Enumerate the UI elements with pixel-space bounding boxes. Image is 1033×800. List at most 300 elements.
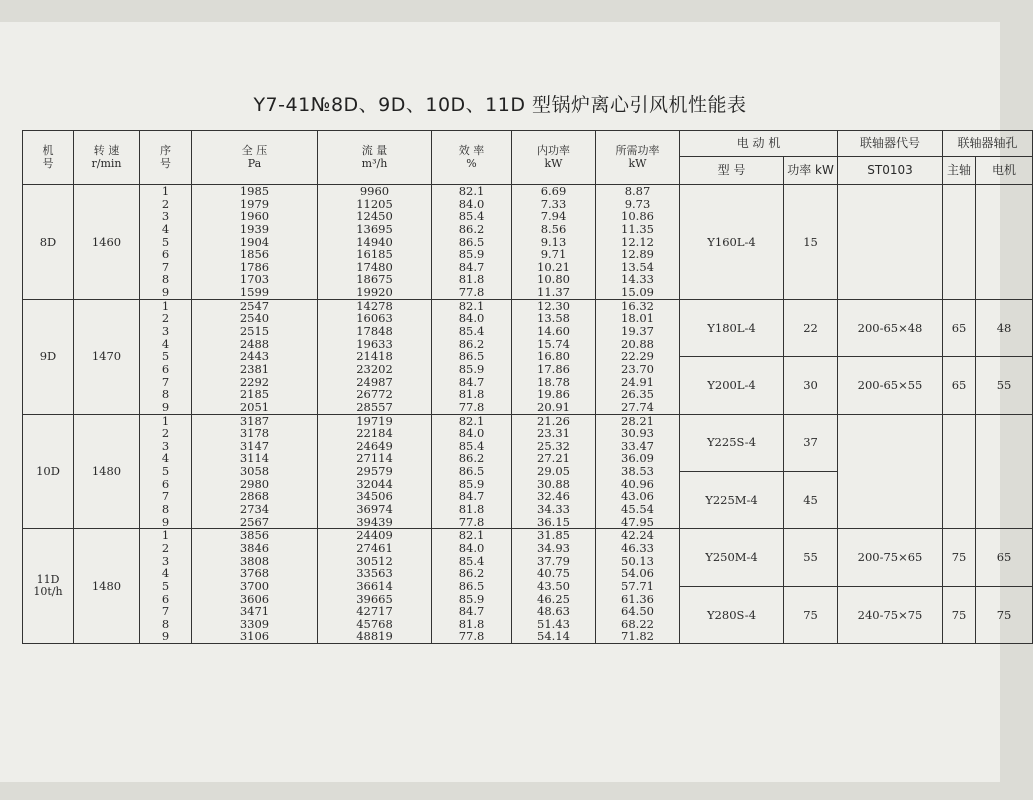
motor-model-cell: Y160L-4 <box>680 185 784 300</box>
value-line: 2185 <box>239 387 270 402</box>
value-line: 16.80 <box>537 349 570 364</box>
value-line: 26.35 <box>621 387 654 402</box>
value-line: 85.4 <box>458 438 485 453</box>
header-internal-power: 内功率 kW <box>512 131 596 185</box>
value-line: 9.71 <box>540 247 567 262</box>
value-line: 81.8 <box>458 616 485 631</box>
main-shaft-cell: 75 <box>943 529 976 586</box>
value-line: 54.14 <box>537 629 570 644</box>
motor-model-cell: Y180L-4 <box>680 299 784 356</box>
value-line: 4 <box>161 336 170 351</box>
value-line: 3058 <box>239 464 270 479</box>
header-flow: 流 量 m³/h <box>318 131 432 185</box>
seq-list <box>140 529 192 644</box>
value-line: 84.7 <box>458 489 485 504</box>
value-line: 8.87 <box>624 184 651 198</box>
header-main-shaft: 主轴 <box>943 157 976 185</box>
efficiency-list <box>432 299 512 414</box>
speed-cell: 1480 <box>74 529 140 644</box>
value-line: 40.75 <box>537 566 570 581</box>
main-shaft-cell: 65 <box>943 357 976 414</box>
value-line: 85.9 <box>458 476 485 491</box>
value-line: 34.93 <box>537 540 570 555</box>
header-speed: 转 速 r/min <box>74 131 140 185</box>
value-line: 2868 <box>239 489 270 504</box>
value-line: 20.88 <box>621 336 654 351</box>
value-line: 11205 <box>356 196 393 211</box>
value-line: 61.36 <box>621 591 654 606</box>
coupling-cell: 240-75×75 <box>838 586 943 643</box>
coupling-cell: 200-65×48 <box>838 299 943 356</box>
value-line: 17848 <box>356 324 393 339</box>
value-line: 38.53 <box>621 464 654 479</box>
value-line: 86.5 <box>458 349 485 364</box>
header-required-power: 所需功率 kW <box>596 131 680 185</box>
value-line: 71.82 <box>621 629 654 644</box>
speed-cell: 1460 <box>74 185 140 300</box>
value-line: 3147 <box>239 438 270 453</box>
value-line: 2980 <box>239 476 270 491</box>
motor-shaft-cell: 75 <box>976 586 1033 643</box>
flow-list <box>318 299 432 414</box>
value-line: 30.93 <box>621 426 654 441</box>
value-line: 1599 <box>239 285 270 300</box>
value-line: 86.5 <box>458 578 485 593</box>
value-line: 1979 <box>239 196 270 211</box>
value-line: 21418 <box>356 349 393 364</box>
value-line: 2 <box>161 311 170 326</box>
required-power-list <box>596 299 680 414</box>
motor-power-cell: 15 <box>784 185 838 300</box>
value-line: 43.06 <box>621 489 654 504</box>
value-line: 3 <box>161 209 170 224</box>
value-line: 84.7 <box>458 374 485 389</box>
value-line: 9 <box>161 399 170 414</box>
seq-list <box>140 299 192 414</box>
coupling-cell <box>838 414 943 529</box>
value-line: 50.13 <box>621 553 654 568</box>
value-line: 34.33 <box>537 502 570 517</box>
value-line: 10.80 <box>537 272 570 287</box>
value-line: 48819 <box>356 629 393 644</box>
value-line: 16063 <box>356 311 393 326</box>
value-line: 27114 <box>356 451 393 466</box>
value-line: 24409 <box>356 528 393 543</box>
main-shaft-cell <box>943 414 976 529</box>
value-line: 86.2 <box>458 336 485 351</box>
value-line: 23.70 <box>621 361 654 376</box>
value-line: 3 <box>161 553 170 568</box>
value-line: 3808 <box>239 553 270 568</box>
seq-list <box>140 185 192 300</box>
pressure-list <box>192 185 318 300</box>
value-line: 5 <box>161 349 170 364</box>
value-line: 2051 <box>239 399 270 414</box>
value-line: 33.47 <box>621 438 654 453</box>
value-line: 6.69 <box>540 184 567 198</box>
value-line: 6 <box>161 247 170 262</box>
value-line: 24649 <box>356 438 393 453</box>
value-line: 47.95 <box>621 514 654 529</box>
value-line: 19719 <box>356 413 393 428</box>
value-line: 86.2 <box>458 451 485 466</box>
value-line: 12.89 <box>621 247 654 262</box>
value-line: 3187 <box>239 413 270 428</box>
value-line: 24987 <box>356 374 393 389</box>
header-motor: 电 动 机 <box>680 131 838 157</box>
value-line: 86.2 <box>458 221 485 236</box>
value-line: 7 <box>161 489 170 504</box>
value-line: 17480 <box>356 259 393 274</box>
internal-power-list <box>512 185 596 300</box>
value-line: 3 <box>161 438 170 453</box>
value-line: 22184 <box>356 426 393 441</box>
coupling-cell: 200-75×65 <box>838 529 943 586</box>
value-line: 85.9 <box>458 247 485 262</box>
motor-model-cell: Y225M-4 <box>680 471 784 528</box>
value-line: 25.32 <box>537 438 570 453</box>
value-line: 2567 <box>239 514 270 529</box>
value-line: 85.4 <box>458 553 485 568</box>
value-line: 77.8 <box>458 399 485 414</box>
header-coupling-code-value: ST0103 <box>838 157 943 185</box>
value-line: 85.9 <box>458 361 485 376</box>
value-line: 9.73 <box>624 196 651 211</box>
value-line: 9.13 <box>540 234 567 249</box>
value-line: 2292 <box>239 374 270 389</box>
value-line: 8 <box>161 387 170 402</box>
value-line: 29579 <box>356 464 393 479</box>
header-efficiency: 效 率 % <box>432 131 512 185</box>
value-line: 14.60 <box>537 324 570 339</box>
motor-shaft-cell: 65 <box>976 529 1033 586</box>
value-line: 86.2 <box>458 566 485 581</box>
value-line: 12.12 <box>621 234 654 249</box>
value-line: 1703 <box>239 272 270 287</box>
value-line: 3114 <box>239 451 270 466</box>
value-line: 19920 <box>356 285 393 300</box>
value-line: 36614 <box>356 578 393 593</box>
required-power-list <box>596 529 680 644</box>
value-line: 82.1 <box>458 298 485 313</box>
header-motor-shaft: 电机 <box>976 157 1033 185</box>
value-line: 51.43 <box>537 616 570 631</box>
value-line: 1786 <box>239 259 270 274</box>
pressure-list <box>192 299 318 414</box>
value-line: 8 <box>161 616 170 631</box>
value-line: 12450 <box>356 209 393 224</box>
value-line: 45768 <box>356 616 393 631</box>
value-line: 31.85 <box>537 528 570 543</box>
value-line: 1985 <box>239 184 270 198</box>
motor-power-cell: 30 <box>784 357 838 414</box>
value-line: 2734 <box>239 502 270 517</box>
value-line: 23202 <box>356 361 393 376</box>
value-line: 8 <box>161 272 170 287</box>
value-line: 84.0 <box>458 540 485 555</box>
value-line: 57.71 <box>621 578 654 593</box>
required-power-list <box>596 414 680 529</box>
value-line: 2443 <box>239 349 270 364</box>
value-line: 2547 <box>239 298 270 313</box>
value-line: 39439 <box>356 514 393 529</box>
value-line: 84.0 <box>458 311 485 326</box>
value-line: 9 <box>161 629 170 644</box>
value-line: 4 <box>161 221 170 236</box>
pressure-list <box>192 529 318 644</box>
value-line: 19.86 <box>537 387 570 402</box>
coupling-cell <box>838 185 943 300</box>
motor-power-cell: 55 <box>784 529 838 586</box>
value-line: 14278 <box>356 298 393 313</box>
machine-cell: 10D <box>23 414 74 529</box>
value-line: 16.32 <box>621 298 654 313</box>
value-line: 10.21 <box>537 259 570 274</box>
value-line: 27.21 <box>537 451 570 466</box>
value-line: 3309 <box>239 616 270 631</box>
group-row-9d <box>23 299 1033 356</box>
value-line: 14.33 <box>621 272 654 287</box>
header-machine: 机 号 <box>23 131 74 185</box>
value-line: 1856 <box>239 247 270 262</box>
value-line: 3856 <box>239 528 270 543</box>
value-line: 86.5 <box>458 234 485 249</box>
value-line: 2 <box>161 540 170 555</box>
value-line: 3106 <box>239 629 270 644</box>
value-line: 85.9 <box>458 591 485 606</box>
value-line: 3846 <box>239 540 270 555</box>
value-line: 7.94 <box>540 209 567 224</box>
value-line: 5 <box>161 234 170 249</box>
value-line: 84.7 <box>458 604 485 619</box>
header-coupling-code: 联轴器代号 <box>838 131 943 157</box>
machine-cell: 8D <box>23 185 74 300</box>
value-line: 4 <box>161 451 170 466</box>
internal-power-list <box>512 299 596 414</box>
value-line: 6 <box>161 476 170 491</box>
machine-cell: 11D 10t/h <box>23 529 74 644</box>
motor-power-cell: 75 <box>784 586 838 643</box>
value-line: 84.0 <box>458 426 485 441</box>
header-pressure: 全 压 Pa <box>192 131 318 185</box>
value-line: 82.1 <box>458 528 485 543</box>
value-line: 77.8 <box>458 629 485 644</box>
value-line: 2488 <box>239 336 270 351</box>
value-line: 42717 <box>356 604 393 619</box>
coupling-cell: 200-65×55 <box>838 357 943 414</box>
motor-shaft-cell <box>976 414 1033 529</box>
value-line: 84.0 <box>458 196 485 211</box>
value-line: 45.54 <box>621 502 654 517</box>
header-coupling-hole: 联轴器轴孔 <box>943 131 1033 157</box>
value-line: 3178 <box>239 426 270 441</box>
flow-list <box>318 185 432 300</box>
value-line: 5 <box>161 578 170 593</box>
value-line: 1 <box>161 413 170 428</box>
motor-shaft-cell: 48 <box>976 299 1033 356</box>
value-line: 24.91 <box>621 374 654 389</box>
value-line: 32.46 <box>537 489 570 504</box>
flow-list <box>318 414 432 529</box>
value-line: 11.35 <box>621 221 654 236</box>
motor-model-cell: Y200L-4 <box>680 357 784 414</box>
value-line: 17.86 <box>537 361 570 376</box>
motor-power-cell: 37 <box>784 414 838 471</box>
value-line: 23.31 <box>537 426 570 441</box>
speed-cell: 1470 <box>74 299 140 414</box>
efficiency-list <box>432 185 512 300</box>
value-line: 1939 <box>239 221 270 236</box>
value-line: 9 <box>161 285 170 300</box>
pressure-list <box>192 414 318 529</box>
value-line: 68.22 <box>621 616 654 631</box>
value-line: 3700 <box>239 578 270 593</box>
value-line: 8.56 <box>540 221 567 236</box>
value-line: 82.1 <box>458 184 485 198</box>
value-line: 7 <box>161 259 170 274</box>
header-seq: 序 号 <box>140 131 192 185</box>
value-line: 6 <box>161 361 170 376</box>
value-line: 30512 <box>356 553 393 568</box>
motor-shaft-cell <box>976 185 1033 300</box>
value-line: 7 <box>161 604 170 619</box>
motor-model-cell: Y250M-4 <box>680 529 784 586</box>
value-line: 30.88 <box>537 476 570 491</box>
value-line: 16185 <box>356 247 393 262</box>
value-line: 7 <box>161 374 170 389</box>
value-line: 43.50 <box>537 578 570 593</box>
value-line: 64.50 <box>621 604 654 619</box>
value-line: 18675 <box>356 272 393 287</box>
main-shaft-cell: 75 <box>943 586 976 643</box>
value-line: 2540 <box>239 311 270 326</box>
value-line: 28.21 <box>621 413 654 428</box>
value-line: 3606 <box>239 591 270 606</box>
value-line: 27.74 <box>621 399 654 414</box>
efficiency-list <box>432 529 512 644</box>
value-line: 46.25 <box>537 591 570 606</box>
value-line: 12.30 <box>537 298 570 313</box>
value-line: 15.09 <box>621 285 654 300</box>
motor-power-cell: 45 <box>784 471 838 528</box>
speed-cell: 1480 <box>74 414 140 529</box>
value-line: 3 <box>161 324 170 339</box>
value-line: 4 <box>161 566 170 581</box>
value-line: 19633 <box>356 336 393 351</box>
group-row-11d <box>23 529 1033 586</box>
main-shaft-cell <box>943 185 976 300</box>
value-line: 1 <box>161 298 170 313</box>
value-line: 19.37 <box>621 324 654 339</box>
value-line: 8 <box>161 502 170 517</box>
value-line: 10.86 <box>621 209 654 224</box>
value-line: 11.37 <box>537 285 570 300</box>
value-line: 1904 <box>239 234 270 249</box>
flow-list <box>318 529 432 644</box>
value-line: 27461 <box>356 540 393 555</box>
value-line: 22.29 <box>621 349 654 364</box>
value-line: 85.4 <box>458 324 485 339</box>
value-line: 37.79 <box>537 553 570 568</box>
header-motor-model: 型 号 <box>680 157 784 185</box>
value-line: 2 <box>161 196 170 211</box>
value-line: 26772 <box>356 387 393 402</box>
group-row-10d <box>23 414 1033 471</box>
value-line: 84.7 <box>458 259 485 274</box>
value-line: 86.5 <box>458 464 485 479</box>
value-line: 42.24 <box>621 528 654 543</box>
internal-power-list <box>512 414 596 529</box>
performance-table <box>22 130 1033 644</box>
internal-power-list <box>512 529 596 644</box>
value-line: 5 <box>161 464 170 479</box>
motor-model-cell: Y280S-4 <box>680 586 784 643</box>
value-line: 2381 <box>239 361 270 376</box>
value-line: 1 <box>161 528 170 543</box>
value-line: 34506 <box>356 489 393 504</box>
value-line: 77.8 <box>458 285 485 300</box>
value-line: 2 <box>161 426 170 441</box>
value-line: 81.8 <box>458 502 485 517</box>
value-line: 39665 <box>356 591 393 606</box>
value-line: 9960 <box>359 184 390 198</box>
value-line: 20.91 <box>537 399 570 414</box>
value-line: 33563 <box>356 566 393 581</box>
value-line: 40.96 <box>621 476 654 491</box>
value-line: 81.8 <box>458 387 485 402</box>
value-line: 48.63 <box>537 604 570 619</box>
value-line: 9 <box>161 514 170 529</box>
required-power-list <box>596 185 680 300</box>
machine-cell: 9D <box>23 299 74 414</box>
value-line: 18.78 <box>537 374 570 389</box>
value-line: 14940 <box>356 234 393 249</box>
value-line: 82.1 <box>458 413 485 428</box>
value-line: 54.06 <box>621 566 654 581</box>
value-line: 85.4 <box>458 209 485 224</box>
value-line: 28557 <box>356 399 393 414</box>
value-line: 1960 <box>239 209 270 224</box>
value-line: 81.8 <box>458 272 485 287</box>
value-line: 18.01 <box>621 311 654 326</box>
value-line: 3471 <box>239 604 270 619</box>
seq-list <box>140 414 192 529</box>
main-shaft-cell: 65 <box>943 299 976 356</box>
value-line: 21.26 <box>537 413 570 428</box>
value-line: 13.58 <box>537 311 570 326</box>
motor-shaft-cell: 55 <box>976 357 1033 414</box>
motor-model-cell: Y225S-4 <box>680 414 784 471</box>
value-line: 36.09 <box>621 451 654 466</box>
value-line: 7.33 <box>540 196 567 211</box>
value-line: 13.54 <box>621 259 654 274</box>
page-title: Y7-41№8D、9D、10D、11D 型锅炉离心引风机性能表 <box>253 94 747 116</box>
value-line: 32044 <box>356 476 393 491</box>
header-motor-power: 功率 kW <box>784 157 838 185</box>
efficiency-list <box>432 414 512 529</box>
motor-power-cell: 22 <box>784 299 838 356</box>
value-line: 13695 <box>356 221 393 236</box>
value-line: 36.15 <box>537 514 570 529</box>
value-line: 46.33 <box>621 540 654 555</box>
value-line: 36974 <box>356 502 393 517</box>
value-line: 2515 <box>239 324 270 339</box>
value-line: 1 <box>161 184 170 198</box>
value-line: 15.74 <box>537 336 570 351</box>
value-line: 29.05 <box>537 464 570 479</box>
value-line: 6 <box>161 591 170 606</box>
value-line: 77.8 <box>458 514 485 529</box>
